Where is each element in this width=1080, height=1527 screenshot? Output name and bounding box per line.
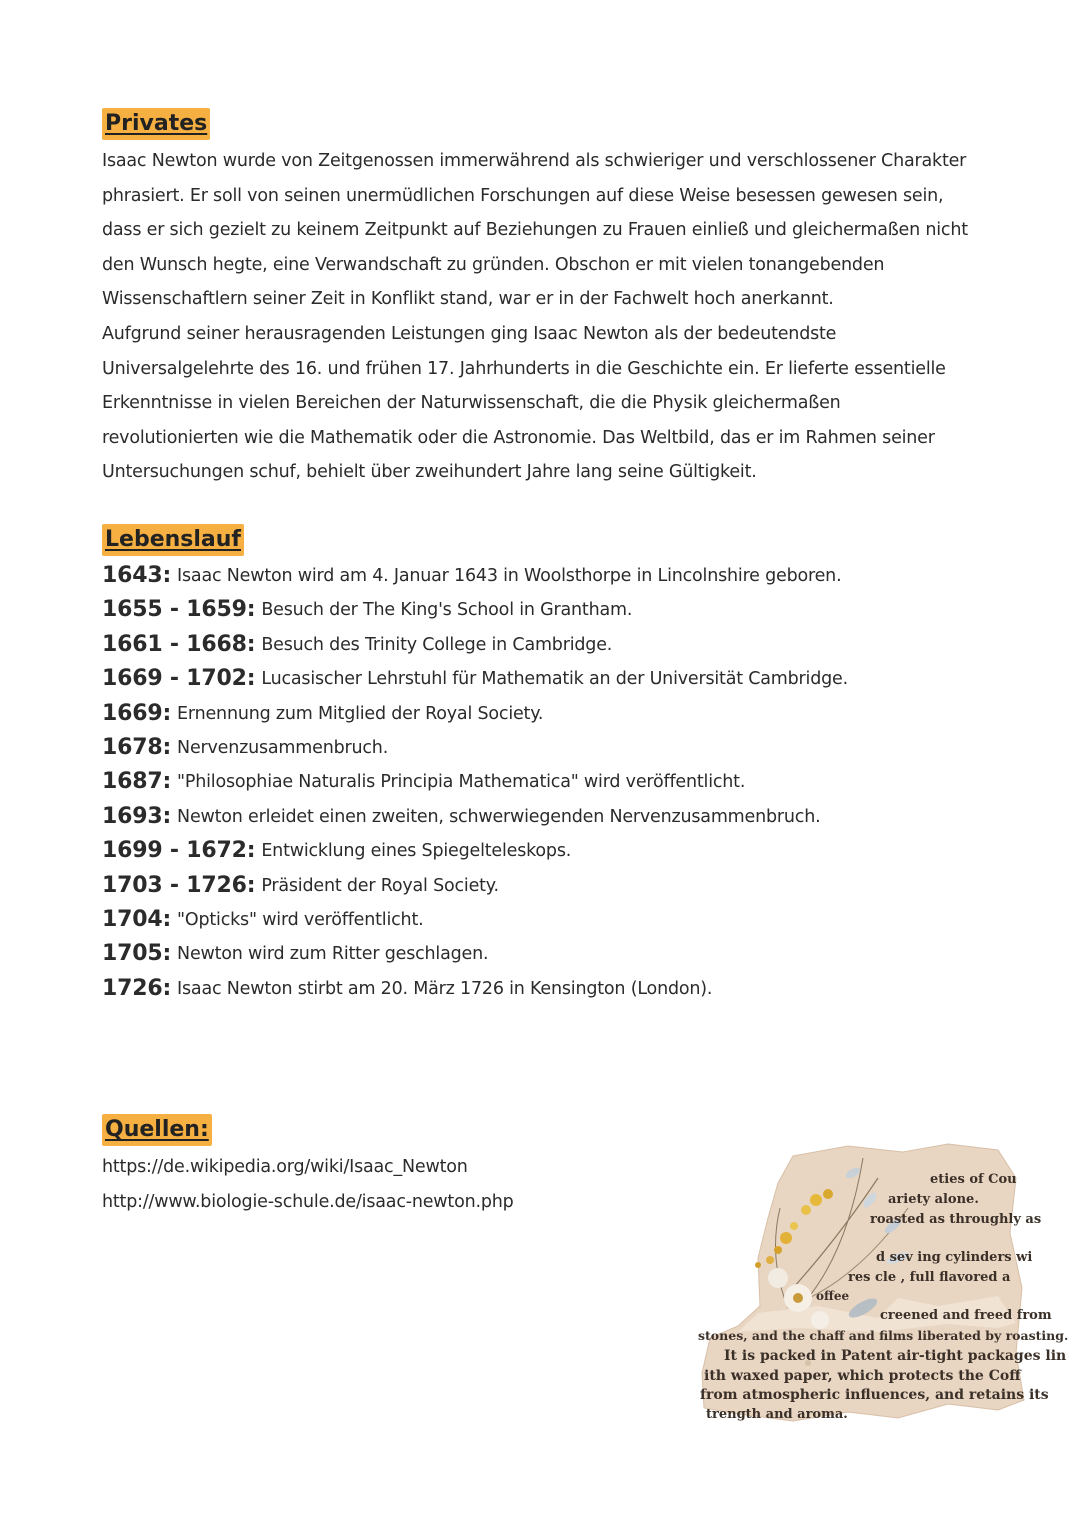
timeline-separator: : xyxy=(162,769,172,795)
timeline-entry xyxy=(102,628,902,662)
timeline-year: 1669 xyxy=(102,700,163,726)
timeline-text: "Philosophiae Naturalis Principia Mathematica" wird veröffentlicht. xyxy=(177,772,746,793)
privates-text xyxy=(102,144,982,490)
collage-line: roasted as throughly as xyxy=(870,1212,1042,1227)
timeline-separator: : xyxy=(162,563,172,588)
timeline-text: Isaac Newton wird am 4. Januar 1643 in Woolsthorpe in Lincolnshire geboren. xyxy=(177,566,842,586)
timeline-separator: : xyxy=(162,700,172,726)
timeline-year: 1705 xyxy=(102,941,163,967)
timeline-year: 1726 xyxy=(102,975,163,1001)
timeline-separator: : xyxy=(246,631,256,657)
timeline-year: 1678 xyxy=(102,735,163,761)
section-heading-quellen: Quellen: xyxy=(102,1114,212,1146)
timeline-text: Besuch des Trinity College in Cambridge. xyxy=(261,634,613,655)
timeline-text: Ernennung zum Mitglied der Royal Society. xyxy=(177,703,544,724)
timeline-entry xyxy=(102,937,902,971)
timeline-separator: : xyxy=(162,975,172,1001)
timeline-separator: : xyxy=(162,907,172,933)
collage-line: d sev ing cylinders wi xyxy=(876,1250,1033,1265)
timeline-entry xyxy=(102,765,902,799)
timeline-entry xyxy=(102,697,902,731)
collage-line: stones, and the chaff and films liberated by roasting. xyxy=(698,1328,1069,1343)
source-link[interactable]: http://www.biologie-schule.de/isaac-newton.php xyxy=(102,1191,514,1212)
privates-paragraph-1: Isaac Newton wurde von Zeitgenossen immerwährend als schwieriger und verschlossener Charakter phrasiert. Er soll von seinen unermüdlichen Forschungen auf diese Weise besessen gewesen sein, dass er sich gezielt zu keinem Zeitpunkt auf Beziehungen zu Frauen einließ und gleichermaßen nicht den Wunsch hegte, eine Verwandschaft zu gründen. Obschon er mit vielen tonangebenden Wissenschaftlern seiner Zeit in Konflikt stand, war er in der Fachwelt hoch anerkannt. xyxy=(102,151,968,310)
timeline-separator: : xyxy=(162,941,172,967)
timeline-year: 1693 xyxy=(102,803,163,829)
timeline-entry xyxy=(102,662,902,696)
timeline-separator: : xyxy=(246,872,256,898)
section-heading-privates: Privates xyxy=(102,108,210,140)
collage-line: res cle , full flavored a xyxy=(848,1270,1011,1285)
timeline-entry xyxy=(102,559,902,593)
timeline-entry xyxy=(102,800,902,834)
timeline-entry xyxy=(102,903,902,937)
timeline-year: 1704 xyxy=(102,907,163,933)
timeline-entry xyxy=(102,972,902,1006)
timeline-text: Nervenzusammenbruch. xyxy=(177,738,389,759)
timeline-list xyxy=(102,559,902,1006)
timeline-separator: : xyxy=(246,666,256,692)
section-heading-lebenslauf: Lebenslauf xyxy=(102,524,244,556)
privates-paragraph-2: Aufgrund seiner herausragenden Leistungen ging Isaac Newton als der bedeutendste Universalgelehrte des 16. und frühen 17. Jahrhunderts in die Geschichte ein. Er lieferte essentielle Erkenntnisse in vielen Bereichen der Naturwissenschaft, die die Physik gleichermaßen revolutionierten wie die Mathematik oder die Astronomie. Das Weltbild, das er im Rahmen seiner Untersuchungen schuf, behielt über zweihundert Jahre lang seine Gültigkeit. xyxy=(102,323,946,483)
timeline-entry xyxy=(102,869,902,903)
collage-line: creened and freed from xyxy=(880,1308,1052,1323)
collage-line: from atmospheric influences, and retains its xyxy=(700,1387,1049,1403)
source-link[interactable]: https://de.wikipedia.org/wiki/Isaac_Newton xyxy=(102,1157,468,1177)
timeline-text: Newton erleidet einen zweiten, schwerwiegenden Nervenzusammenbruch. xyxy=(177,806,821,827)
timeline-separator: : xyxy=(246,597,256,623)
timeline-year: 1669 - 1702 xyxy=(102,666,247,692)
timeline-text: Lucasischer Lehrstuhl für Mathematik an der Universität Cambridge. xyxy=(261,669,848,690)
timeline-text: Isaac Newton stirbt am 20. März 1726 in Kensington (London). xyxy=(177,978,713,999)
timeline-separator: : xyxy=(162,803,172,829)
timeline-text: "Opticks" wird veröffentlicht. xyxy=(177,910,424,931)
timeline-text: Besuch der The King's School in Grantham. xyxy=(261,600,633,621)
timeline-separator: : xyxy=(162,735,172,761)
sources-list xyxy=(102,1150,514,1219)
collage-line: It is packed in Patent air-tight packages lin xyxy=(724,1348,1067,1364)
timeline-year: 1687 xyxy=(102,769,163,795)
timeline-year: 1655 - 1659 xyxy=(102,597,247,623)
timeline-text: Entwicklung eines Spiegelteleskops. xyxy=(261,841,572,862)
collage-line: trength and aroma. xyxy=(706,1407,848,1422)
collage-line: ith waxed paper, which protects the Coff xyxy=(704,1368,1021,1384)
timeline-text: Präsident der Royal Society. xyxy=(261,875,499,896)
timeline-year: 1703 - 1726 xyxy=(102,872,247,898)
collage-line: offee xyxy=(816,1289,850,1303)
timeline-year: 1643 xyxy=(102,563,163,588)
collage-line: eties of Cou xyxy=(930,1172,1017,1187)
collage-line: ariety alone. xyxy=(888,1192,979,1207)
timeline-year: 1661 - 1668 xyxy=(102,631,247,657)
timeline-separator: : xyxy=(246,838,256,864)
timeline-entry xyxy=(102,731,902,765)
collage-print-text xyxy=(698,1138,1069,1438)
decorative-collage xyxy=(698,1138,1069,1438)
timeline-year: 1699 - 1672 xyxy=(102,838,247,864)
timeline-entry xyxy=(102,834,902,868)
timeline-text: Newton wird zum Ritter geschlagen. xyxy=(177,944,489,965)
timeline-entry xyxy=(102,593,902,627)
